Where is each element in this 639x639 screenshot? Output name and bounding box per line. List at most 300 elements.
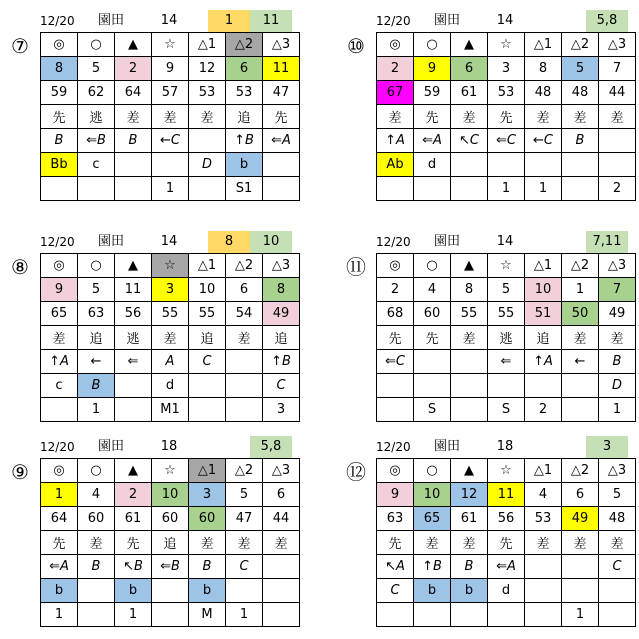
grid-cell: 4 xyxy=(78,483,115,507)
grid-cell: ▲ xyxy=(115,33,152,57)
grid-cell: △3 xyxy=(599,254,636,278)
mark-row xyxy=(377,254,636,278)
style-row xyxy=(41,326,300,350)
grid-cell: ← xyxy=(78,350,115,374)
grid-cell: 2 xyxy=(377,278,414,302)
grid-cell: B xyxy=(189,555,226,579)
grid-cell: S xyxy=(488,398,525,422)
grid-cell xyxy=(562,177,599,201)
grid-cell: ◎ xyxy=(377,254,414,278)
grid-cell: 47 xyxy=(226,507,263,531)
score-row xyxy=(41,302,300,326)
grid-cell: 追 xyxy=(189,326,226,350)
grid-cell: 5 xyxy=(599,483,636,507)
grid-cell xyxy=(115,398,152,422)
grid-cell: 先 xyxy=(263,105,300,129)
grid-cell xyxy=(115,177,152,201)
grid-cell: 44 xyxy=(599,81,636,105)
grid-cell: B xyxy=(562,129,599,153)
grid-cell: △3 xyxy=(263,33,300,57)
grid-cell: 64 xyxy=(115,81,152,105)
grid-cell xyxy=(189,398,226,422)
grid-cell: 49 xyxy=(263,302,300,326)
race-date: 12/20 xyxy=(376,440,411,454)
grid-cell: 8 xyxy=(451,278,488,302)
grid-cell xyxy=(377,398,414,422)
grid-cell xyxy=(115,374,152,398)
grid-cell: 差 xyxy=(226,326,263,350)
grid-cell xyxy=(189,129,226,153)
grid-cell: 50 xyxy=(562,302,599,326)
grid-cell: 差 xyxy=(599,105,636,129)
grid-cell: C xyxy=(263,374,300,398)
grid-cell xyxy=(152,579,189,603)
rating-row xyxy=(377,129,636,153)
grid-cell: ⇐A xyxy=(41,555,78,579)
grid-cell: △1 xyxy=(525,33,562,57)
race-header xyxy=(40,10,292,32)
grid-cell: ⇐B xyxy=(152,555,189,579)
race-date: 12/20 xyxy=(40,14,75,28)
grid-cell: ← xyxy=(562,350,599,374)
grid-cell: 差 xyxy=(525,531,562,555)
grid-cell xyxy=(451,603,488,627)
grid-cell: 差 xyxy=(41,326,78,350)
grid-cell: 49 xyxy=(562,507,599,531)
race-number-marker: ⑩ xyxy=(347,34,365,58)
grid-cell: 1 xyxy=(115,603,152,627)
grid-cell: C xyxy=(599,555,636,579)
grid-cell: ▲ xyxy=(451,33,488,57)
grid-cell: 5 xyxy=(562,57,599,81)
race-venue: 園田 xyxy=(98,234,125,249)
grid-cell: ☆ xyxy=(152,33,189,57)
grid-cell: 8 xyxy=(525,57,562,81)
grid-cell: ↑A xyxy=(525,350,562,374)
grid-cell: △1 xyxy=(189,33,226,57)
grid-cell: 差 xyxy=(562,326,599,350)
grid-cell xyxy=(226,579,263,603)
mark-row xyxy=(377,33,636,57)
grid-cell: 55 xyxy=(451,302,488,326)
grid-cell: ←C xyxy=(152,129,189,153)
grid-cell: 12 xyxy=(451,483,488,507)
grid-cell: b xyxy=(115,579,152,603)
grid-cell: 1 xyxy=(488,177,525,201)
grid-cell: b xyxy=(226,153,263,177)
grid-cell: D xyxy=(189,153,226,177)
grid-cell: ⇐ xyxy=(488,350,525,374)
highlight-cell-b: 10 xyxy=(250,231,292,253)
grid-cell: 逃 xyxy=(488,326,525,350)
grid-cell: 61 xyxy=(451,507,488,531)
grid-cell: D xyxy=(599,374,636,398)
grid-cell: 2 xyxy=(377,57,414,81)
grid-cell: 60 xyxy=(152,507,189,531)
grid-cell: 7 xyxy=(599,57,636,81)
race-panel xyxy=(40,10,292,201)
grade-row xyxy=(377,374,636,398)
result-row xyxy=(41,177,300,201)
race-date: 12/20 xyxy=(376,14,411,28)
grade-row xyxy=(41,153,300,177)
rating-row xyxy=(377,555,636,579)
grid-cell: 63 xyxy=(78,302,115,326)
race-header xyxy=(376,10,628,32)
grid-cell: ☆ xyxy=(488,459,525,483)
grid-cell: △3 xyxy=(599,33,636,57)
grade-row xyxy=(41,579,300,603)
grid-cell: 差 xyxy=(189,105,226,129)
grid-cell: 6 xyxy=(226,57,263,81)
grid-cell: ⇐A xyxy=(414,129,451,153)
race-header xyxy=(376,436,628,458)
grid-cell: 6 xyxy=(226,278,263,302)
race-count: 14 xyxy=(496,13,514,28)
grid-cell: △2 xyxy=(562,254,599,278)
prediction-grid xyxy=(376,458,636,627)
style-row xyxy=(377,326,636,350)
rating-row xyxy=(377,350,636,374)
mark-row xyxy=(41,254,300,278)
grid-cell: 1 xyxy=(599,398,636,422)
grid-cell: 差 xyxy=(599,326,636,350)
race-venue: 園田 xyxy=(434,13,461,28)
result-row xyxy=(377,398,636,422)
race-number-marker: ⑧ xyxy=(11,255,29,279)
race-panel xyxy=(376,231,628,422)
grid-cell: 2 xyxy=(599,177,636,201)
grid-cell: 3 xyxy=(189,483,226,507)
prediction-grid xyxy=(40,32,300,201)
grid-cell: 差 xyxy=(451,105,488,129)
grid-cell xyxy=(263,579,300,603)
grid-cell: △1 xyxy=(525,459,562,483)
grid-cell: Ab xyxy=(377,153,414,177)
grid-cell: 5 xyxy=(78,57,115,81)
grid-cell: ◎ xyxy=(41,33,78,57)
grid-cell: B xyxy=(599,350,636,374)
grid-cell: 8 xyxy=(41,57,78,81)
grid-cell: 1 xyxy=(525,177,562,201)
horse-number-row xyxy=(41,483,300,507)
horse-number-row xyxy=(41,278,300,302)
grid-cell: 55 xyxy=(152,302,189,326)
grid-cell: 差 xyxy=(414,531,451,555)
grid-cell: b xyxy=(414,579,451,603)
grid-cell: ⇐ xyxy=(115,350,152,374)
grid-cell xyxy=(226,398,263,422)
grid-cell: 59 xyxy=(414,81,451,105)
grid-cell xyxy=(451,350,488,374)
grid-cell: ⇐B xyxy=(78,129,115,153)
grid-cell: 11 xyxy=(488,483,525,507)
mark-row xyxy=(377,459,636,483)
horse-number-row xyxy=(377,278,636,302)
grid-cell: 1 xyxy=(152,177,189,201)
grid-cell: 先 xyxy=(414,326,451,350)
grid-cell xyxy=(414,374,451,398)
style-row xyxy=(377,531,636,555)
grid-cell: ☆ xyxy=(488,254,525,278)
grid-cell: ☆ xyxy=(152,254,189,278)
grid-cell: 47 xyxy=(263,81,300,105)
grid-cell: 4 xyxy=(525,483,562,507)
grid-cell: 逃 xyxy=(78,105,115,129)
grid-cell: d xyxy=(152,374,189,398)
grid-cell: 追 xyxy=(263,326,300,350)
grid-cell: 10 xyxy=(152,483,189,507)
grid-cell: 53 xyxy=(226,81,263,105)
horse-number-row xyxy=(377,57,636,81)
grid-cell xyxy=(599,153,636,177)
rating-row xyxy=(41,555,300,579)
grid-cell: △2 xyxy=(562,33,599,57)
grid-cell: ↑A xyxy=(41,350,78,374)
grid-cell: 3 xyxy=(263,398,300,422)
grid-cell: C xyxy=(377,579,414,603)
grid-cell: 8 xyxy=(263,278,300,302)
grid-cell: 差 xyxy=(152,326,189,350)
race-date: 12/20 xyxy=(40,440,75,454)
grid-cell: 差 xyxy=(562,105,599,129)
grid-cell xyxy=(414,603,451,627)
grid-cell xyxy=(226,350,263,374)
grid-cell xyxy=(525,579,562,603)
horse-number-row xyxy=(377,483,636,507)
grid-cell: b xyxy=(41,579,78,603)
grid-cell: 55 xyxy=(189,302,226,326)
grid-cell: 先 xyxy=(488,105,525,129)
grid-cell: 2 xyxy=(525,398,562,422)
grid-cell xyxy=(599,579,636,603)
grid-cell: b xyxy=(189,579,226,603)
grid-cell xyxy=(377,374,414,398)
grid-cell xyxy=(41,398,78,422)
grid-cell: 3 xyxy=(152,278,189,302)
mark-row xyxy=(41,459,300,483)
grid-cell: 2 xyxy=(115,483,152,507)
race-count: 14 xyxy=(160,13,178,28)
grid-cell: ⇐A xyxy=(263,129,300,153)
grid-cell: 差 xyxy=(451,531,488,555)
race-count: 18 xyxy=(160,439,178,454)
grid-cell: 3 xyxy=(488,57,525,81)
race-number-marker: ⑪ xyxy=(346,255,366,279)
grid-cell: 差 xyxy=(525,105,562,129)
grid-cell xyxy=(226,374,263,398)
grid-cell: 6 xyxy=(451,57,488,81)
grid-cell: 差 xyxy=(189,531,226,555)
score-row xyxy=(41,81,300,105)
grid-cell: 1 xyxy=(78,398,115,422)
grid-cell: 44 xyxy=(263,507,300,531)
grid-cell: 差 xyxy=(599,531,636,555)
grid-cell: C xyxy=(189,350,226,374)
score-row xyxy=(377,507,636,531)
grid-cell: 先 xyxy=(41,105,78,129)
grid-cell: 差 xyxy=(377,105,414,129)
grid-cell xyxy=(414,177,451,201)
grid-cell: 49 xyxy=(599,302,636,326)
grid-cell: ⇐A xyxy=(488,555,525,579)
grade-row xyxy=(41,374,300,398)
prediction-grid xyxy=(376,32,636,201)
grid-cell: ↖C xyxy=(451,129,488,153)
grid-cell: 1 xyxy=(41,483,78,507)
grid-cell: ○ xyxy=(78,254,115,278)
race-venue: 園田 xyxy=(434,234,461,249)
grid-cell: 10 xyxy=(189,278,226,302)
grid-cell xyxy=(189,374,226,398)
race-header xyxy=(40,436,292,458)
race-number-marker: ⑫ xyxy=(346,460,366,484)
grid-cell: 10 xyxy=(414,483,451,507)
grid-cell xyxy=(525,555,562,579)
grid-cell: ○ xyxy=(414,459,451,483)
grid-cell: ○ xyxy=(78,459,115,483)
grid-cell: 1 xyxy=(41,603,78,627)
grid-cell: ↑B xyxy=(263,350,300,374)
grid-cell xyxy=(152,603,189,627)
result-row xyxy=(377,177,636,201)
grid-cell: △3 xyxy=(263,254,300,278)
race-panel xyxy=(40,436,292,627)
grid-cell xyxy=(263,153,300,177)
grid-cell: 差 xyxy=(226,531,263,555)
grid-cell: 59 xyxy=(41,81,78,105)
grid-cell: ↖A xyxy=(377,555,414,579)
grid-cell: 追 xyxy=(226,105,263,129)
grid-cell: 51 xyxy=(525,302,562,326)
grid-cell xyxy=(562,579,599,603)
grid-cell: ↖B xyxy=(115,555,152,579)
grid-cell xyxy=(525,374,562,398)
grid-cell: d xyxy=(488,579,525,603)
score-row xyxy=(377,302,636,326)
grid-cell: B xyxy=(41,129,78,153)
grid-cell: 5 xyxy=(226,483,263,507)
grid-cell xyxy=(78,177,115,201)
grid-cell: 差 xyxy=(562,531,599,555)
grid-cell: S1 xyxy=(226,177,263,201)
grid-cell xyxy=(451,177,488,201)
race-panel xyxy=(40,231,292,422)
grid-cell xyxy=(488,153,525,177)
grid-cell xyxy=(599,129,636,153)
result-row xyxy=(41,398,300,422)
grid-cell xyxy=(377,603,414,627)
grid-cell: 56 xyxy=(115,302,152,326)
grid-cell: 逃 xyxy=(115,326,152,350)
grid-cell: 11 xyxy=(263,57,300,81)
grid-cell: 11 xyxy=(115,278,152,302)
grid-cell: 追 xyxy=(152,531,189,555)
grid-cell xyxy=(562,153,599,177)
grid-cell xyxy=(451,398,488,422)
grid-cell: d xyxy=(414,153,451,177)
grid-cell: 追 xyxy=(78,326,115,350)
grid-cell: △2 xyxy=(226,459,263,483)
grid-cell: ◎ xyxy=(41,459,78,483)
grid-cell: c xyxy=(41,374,78,398)
grid-cell: 61 xyxy=(115,507,152,531)
grid-cell: B xyxy=(78,555,115,579)
grid-cell: △2 xyxy=(562,459,599,483)
grid-cell: △1 xyxy=(525,254,562,278)
grid-cell: 57 xyxy=(152,81,189,105)
grid-cell: ↑B xyxy=(226,129,263,153)
grid-cell: ○ xyxy=(78,33,115,57)
grid-cell: 先 xyxy=(377,531,414,555)
grid-cell: 先 xyxy=(414,105,451,129)
grid-cell: 差 xyxy=(152,105,189,129)
grid-cell: ←C xyxy=(525,129,562,153)
grid-cell xyxy=(78,603,115,627)
grid-cell: ↑B xyxy=(414,555,451,579)
grid-cell: C xyxy=(226,555,263,579)
grid-cell: B xyxy=(78,374,115,398)
grid-cell: 6 xyxy=(562,483,599,507)
grid-cell: ◎ xyxy=(377,459,414,483)
grid-cell: b xyxy=(451,579,488,603)
grid-cell xyxy=(525,603,562,627)
race-number-marker: ⑦ xyxy=(11,34,29,58)
grid-cell: 12 xyxy=(189,57,226,81)
horse-number-row xyxy=(41,57,300,81)
grid-cell xyxy=(488,603,525,627)
grid-cell: 4 xyxy=(414,278,451,302)
grid-cell xyxy=(189,177,226,201)
grid-cell: 追 xyxy=(525,326,562,350)
grid-cell: 5 xyxy=(78,278,115,302)
grade-row xyxy=(377,153,636,177)
grid-cell: △1 xyxy=(189,459,226,483)
grid-cell: ↑A xyxy=(377,129,414,153)
grid-cell: 9 xyxy=(152,57,189,81)
grid-cell: △3 xyxy=(599,459,636,483)
grid-cell: 9 xyxy=(414,57,451,81)
grid-cell: 64 xyxy=(41,507,78,531)
grid-cell: 先 xyxy=(377,326,414,350)
grid-cell xyxy=(152,153,189,177)
prediction-grid xyxy=(40,458,300,627)
grid-cell: ▲ xyxy=(451,254,488,278)
grid-cell xyxy=(451,153,488,177)
grid-cell: M1 xyxy=(152,398,189,422)
result-row xyxy=(41,603,300,627)
grid-cell: 54 xyxy=(226,302,263,326)
grid-cell xyxy=(263,555,300,579)
race-header xyxy=(40,231,292,253)
grid-cell: 1 xyxy=(562,603,599,627)
grid-cell: ○ xyxy=(414,33,451,57)
style-row xyxy=(41,531,300,555)
grid-cell xyxy=(562,374,599,398)
grid-cell: ○ xyxy=(414,254,451,278)
grid-cell: 62 xyxy=(78,81,115,105)
grid-cell xyxy=(78,579,115,603)
grid-cell: 60 xyxy=(189,507,226,531)
grid-cell xyxy=(263,603,300,627)
rating-row xyxy=(41,129,300,153)
grid-cell: 60 xyxy=(78,507,115,531)
mark-row xyxy=(41,33,300,57)
grid-cell: ▲ xyxy=(451,459,488,483)
grid-cell: 先 xyxy=(488,531,525,555)
grid-cell xyxy=(562,555,599,579)
grid-cell: ⇐C xyxy=(488,129,525,153)
